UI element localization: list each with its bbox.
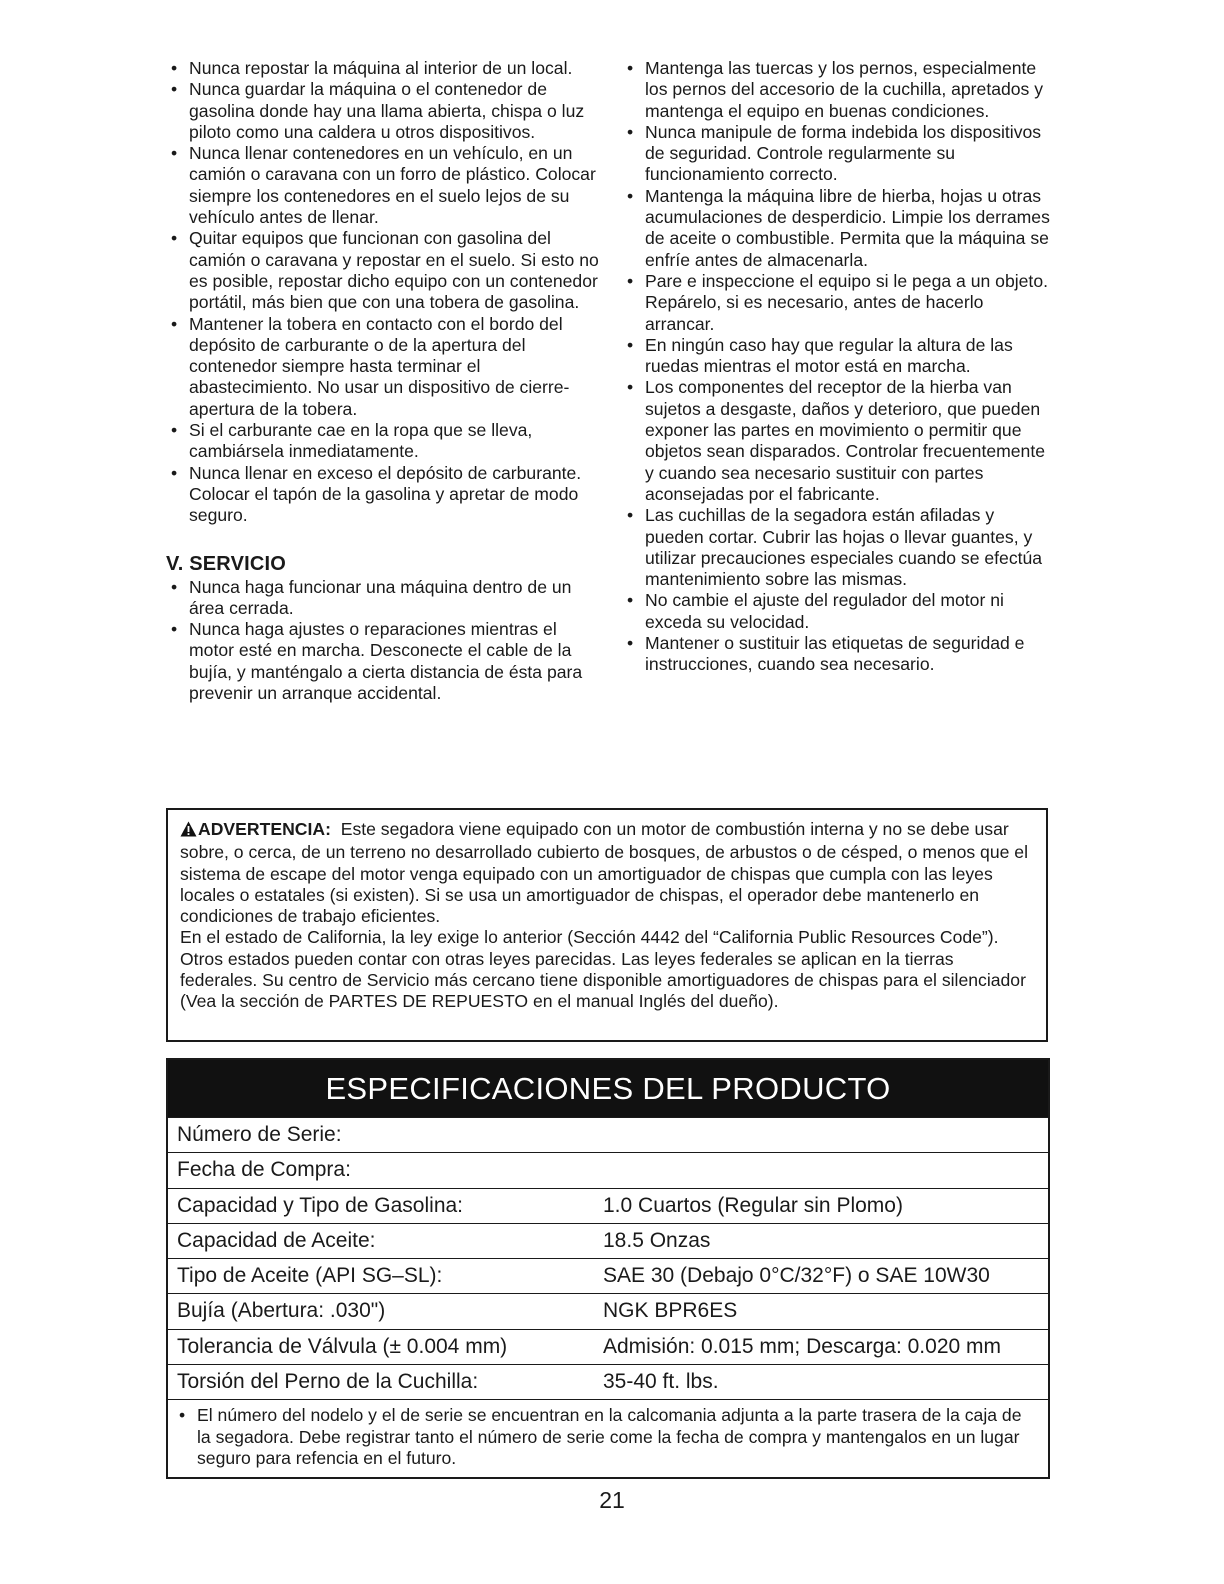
spec-value: NGK BPR6ES — [603, 1299, 738, 1323]
service-list — [166, 577, 602, 705]
warning-paragraph-1 — [180, 819, 1034, 927]
warning-triangle-icon — [180, 821, 197, 842]
spec-value: SAE 30 (Debajo 0°C/32°F) o SAE 10W30 — [603, 1264, 990, 1288]
spec-label: Capacidad y Tipo de Gasolina: — [177, 1193, 464, 1217]
list-item: • Nunca repostar la máquina al interior de un local. — [166, 58, 602, 79]
list-item: • Mantenga las tuercas y los pernos, especialmente los pernos del accesorio de la cuchilla, apretados y mantenga el equipo en buenas condiciones. — [622, 58, 1052, 122]
section-heading-servicio: V. SERVICIO — [166, 552, 287, 575]
spec-label: Tipo de Aceite (API SG–SL): — [177, 1264, 443, 1288]
spec-value: Admisión: 0.015 mm; Descarga: 0.020 mm — [603, 1334, 1001, 1358]
list-item: • Las cuchillas de la segadora están afiladas y pueden cortar. Cubrir las hojas o llevar guantes, y utilizar precauciones especiales cuando se efectúa mantenimiento sobre las mismas. — [622, 505, 1052, 590]
list-item: • En ningún caso hay que regular la altura de las ruedas mientras el motor está en marcha. — [622, 335, 1052, 378]
list-item: • Quitar equipos que funcionan con gasolina del camión o caravana y repostar en el suelo. Si esto no es posible, repostar dicho equipo con un contenedor portátil, más bien que con una tobera de gasolina. — [166, 228, 602, 313]
list-item: • Pare e inspeccione el equipo si le pega a un objeto. Repárelo, si es necesario, antes de hacerlo arrancar. — [622, 271, 1052, 335]
left-column — [166, 58, 602, 704]
spec-label: Tolerancia de Válvula (± 0.004 mm) — [177, 1334, 508, 1358]
spec-label: Bujía (Abertura: .030") — [177, 1299, 386, 1323]
spec-value: 1.0 Cuartos (Regular sin Plomo) — [603, 1193, 903, 1217]
spec-label: Número de Serie: — [177, 1123, 342, 1146]
specs-title: ESPECIFICACIONES DEL PRODUCTO — [168, 1060, 1048, 1117]
list-item: • Si el carburante cae en la ropa que se lleva, cambiársela inmediatamente. — [166, 420, 602, 463]
list-item: • No cambie el ajuste del regulador del motor ni exceda su velocidad. — [622, 590, 1052, 633]
right-column — [622, 58, 1052, 676]
spec-value — [603, 1118, 1048, 1152]
list-item: • Nunca guardar la máquina o el contenedor de gasolina donde hay una llama abierta, chispa o luz piloto como una caldera u otros dispositivos. — [166, 79, 602, 143]
table-row — [168, 1188, 1048, 1223]
table-row — [168, 1223, 1048, 1258]
list-item: • Los componentes del receptor de la hierba van sujetos a desgaste, daños y deterioro, que pueden exponer las partes en movimiento o permitir que objetos sean disparados. Controlar frecuentemente y cuando sea necesario sustituir con partes aconsejadas por el fabricante. — [622, 377, 1052, 505]
list-item: • Mantener o sustituir las etiquetas de seguridad e instrucciones, cuando sea necesario. — [622, 633, 1052, 676]
spec-value: 35-40 ft. lbs. — [603, 1370, 719, 1394]
warning-text: Este segadora viene equipado con un motor de combustión interna y no se debe usar sobre, o cerca, de un terreno no desarrollado cubierto de bosques, de arbustos o de césped, o menos que el sistema de escape del motor venga equipado con un amortiguador de chispas que cumpla con las leyes locales o estatales (si existen). Si se usa un amortiguador de chispas, el operador debe mantenerlo en condiciones de trabajo eficientes. — [180, 819, 1028, 927]
page-number: 21 — [599, 1487, 625, 1513]
spec-label: Capacidad de Aceite: — [177, 1228, 376, 1252]
list-item: • Nunca haga funcionar una máquina dentro de un área cerrada. — [166, 577, 602, 620]
table-row — [168, 1293, 1048, 1328]
table-row — [168, 1364, 1048, 1399]
list-item: • Mantener la tobera en contacto con el bordo del depósito de carburante o de la apertura del contenedor siempre hasta terminar el abastecimiento. No usar un dispositivo de cierre-apertura de la tobera. — [166, 314, 602, 420]
fueling-safety-list — [166, 58, 602, 527]
maintenance-list — [622, 58, 1052, 676]
list-item: • Nunca llenar en exceso el depósito de carburante. Colocar el tapón de la gasolina y apretar de modo seguro. — [166, 463, 602, 527]
spec-value — [603, 1153, 1048, 1187]
spec-value: 18.5 Onzas — [603, 1228, 711, 1252]
specs-note — [168, 1399, 1048, 1477]
spec-label: Fecha de Compra: — [177, 1158, 351, 1182]
list-item: • El número del nodelo y el de serie se encuentran en la calcomania adjunta a la parte trasera de la caja de la segadora. Debe registrar tanto el número de serie come la fecha de compra y mantengalos en un lugar seguro para refencia en el futuro. — [174, 1405, 1040, 1469]
table-row — [168, 1152, 1048, 1187]
list-item: • Nunca manipule de forma indebida los dispositivos de seguridad. Controle regularmente su funcionamiento correcto. — [622, 122, 1052, 186]
list-item: • Nunca haga ajustes o reparaciones mientras el motor esté en marcha. Desconecte el cable de la bujía, y manténgalo a cierta distancia de ésta para prevenir un arranque accidental. — [166, 619, 602, 704]
product-specifications-table — [166, 1058, 1050, 1479]
specs-note-list — [174, 1405, 1040, 1469]
warning-box — [166, 808, 1048, 1042]
warning-label: ADVERTENCIA: — [198, 819, 331, 839]
table-row — [168, 1329, 1048, 1364]
list-item: • Nunca llenar contenedores en un vehículo, en un camión o caravana con un forro de plástico. Colocar siempre los contenedores en el suelo lejos de su vehículo antes de llenar. — [166, 143, 602, 228]
table-row — [168, 1258, 1048, 1293]
warning-paragraph-2: En el estado de California, la ley exige lo anterior (Sección 4442 del “California Public Resources Code”). Otros estados pueden contar con otras leyes parecidas. Las leyes federales se aplican en la tierras federales. Su centro de Servicio más cercano tiene disponible amortiguadores de chispas para el silenciador (Vea la sección de PARTES DE REPUESTO en el manual Inglés del dueño). — [180, 927, 1026, 1012]
spec-label: Torsión del Perno de la Cuchilla: — [177, 1370, 479, 1394]
table-row — [168, 1117, 1048, 1152]
list-item: • Mantenga la máquina libre de hierba, hojas u otras acumulaciones de desperdicio. Limpie los derrames de aceite o combustible. Permita que la máquina se enfríe antes de almacenarla. — [622, 186, 1052, 271]
